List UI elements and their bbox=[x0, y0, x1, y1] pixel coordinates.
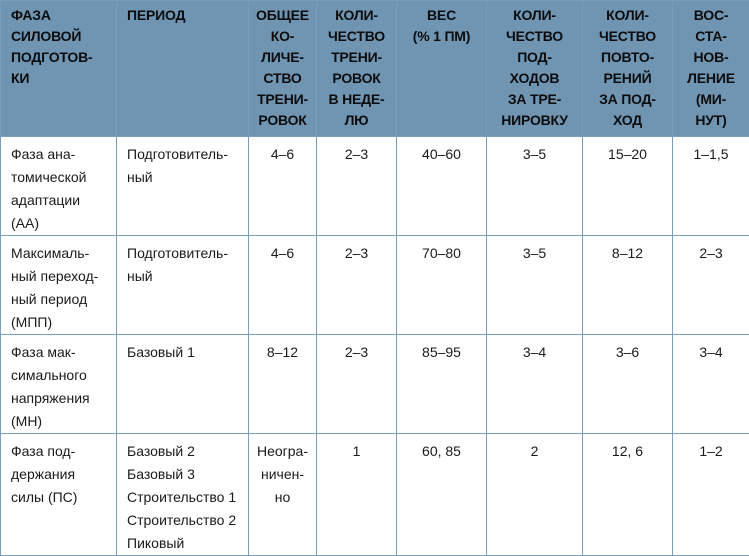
cell-reps: 12, 6 bbox=[583, 434, 673, 556]
cell-recovery: 2–3 bbox=[673, 236, 749, 335]
cell-weight: 85–95 bbox=[397, 335, 487, 434]
cell-workouts-per-week: 2–3 bbox=[317, 137, 397, 236]
header-sets-per-workout: КОЛИ- ЧЕСТВО ПОД- ХОДОВ ЗА ТРЕ- НИРОВКУ bbox=[487, 1, 583, 137]
cell-total-workouts: 4–6 bbox=[249, 137, 317, 236]
table-row bbox=[1, 335, 749, 434]
cell-weight: 60, 85 bbox=[397, 434, 487, 556]
cell-recovery: 3–4 bbox=[673, 335, 749, 434]
header-period: ПЕРИОД bbox=[117, 1, 249, 137]
cell-sets: 2 bbox=[487, 434, 583, 556]
cell-period: Подготовитель- ный bbox=[117, 236, 249, 335]
header-weight: ВЕС (% 1 ПМ) bbox=[397, 1, 487, 137]
cell-phase: Максималь- ный переход- ный период (МПП) bbox=[1, 236, 117, 335]
cell-recovery: 1–2 bbox=[673, 434, 749, 556]
header-reps-per-set: КОЛИ- ЧЕСТВО ПОВТО- РЕНИЙ ЗА ПОД- ХОД bbox=[583, 1, 673, 137]
table-row bbox=[1, 236, 749, 335]
cell-period: Базовый 2 Базовый 3 Строительство 1 Строительство 2 Пиковый bbox=[117, 434, 249, 556]
cell-workouts-per-week: 2–3 bbox=[317, 236, 397, 335]
cell-sets: 3–5 bbox=[487, 236, 583, 335]
header-recovery: ВОС- СТА- НОВ- ЛЕНИЕ (МИ- НУТ) bbox=[673, 1, 749, 137]
table-row bbox=[1, 434, 749, 556]
header-phase: ФАЗА СИЛОВОЙ ПОДГОТОВ- КИ bbox=[1, 1, 117, 137]
cell-sets: 3–5 bbox=[487, 137, 583, 236]
cell-total-workouts: 4–6 bbox=[249, 236, 317, 335]
cell-phase: Фаза под- держания силы (ПС) bbox=[1, 434, 117, 556]
cell-reps: 15–20 bbox=[583, 137, 673, 236]
cell-period: Подготовитель- ный bbox=[117, 137, 249, 236]
table-header-row bbox=[1, 1, 749, 137]
cell-weight: 40–60 bbox=[397, 137, 487, 236]
cell-recovery: 1–1,5 bbox=[673, 137, 749, 236]
cell-workouts-per-week: 1 bbox=[317, 434, 397, 556]
cell-reps: 3–6 bbox=[583, 335, 673, 434]
cell-phase: Фаза ана- томической адаптации (АА) bbox=[1, 137, 117, 236]
cell-period: Базовый 1 bbox=[117, 335, 249, 434]
header-total-workouts: ОБЩЕЕ КО- ЛИЧЕ- СТВО ТРЕНИ- РОВОК bbox=[249, 1, 317, 137]
cell-weight: 70–80 bbox=[397, 236, 487, 335]
cell-sets: 3–4 bbox=[487, 335, 583, 434]
header-workouts-per-week: КОЛИ- ЧЕСТВО ТРЕНИ- РОВОК В НЕДЕ- ЛЮ bbox=[317, 1, 397, 137]
cell-phase: Фаза мак- симального напряжения (МН) bbox=[1, 335, 117, 434]
table-row bbox=[1, 137, 749, 236]
cell-reps: 8–12 bbox=[583, 236, 673, 335]
cell-total-workouts: Неогра- ничен- но bbox=[249, 434, 317, 556]
cell-total-workouts: 8–12 bbox=[249, 335, 317, 434]
cell-workouts-per-week: 2–3 bbox=[317, 335, 397, 434]
